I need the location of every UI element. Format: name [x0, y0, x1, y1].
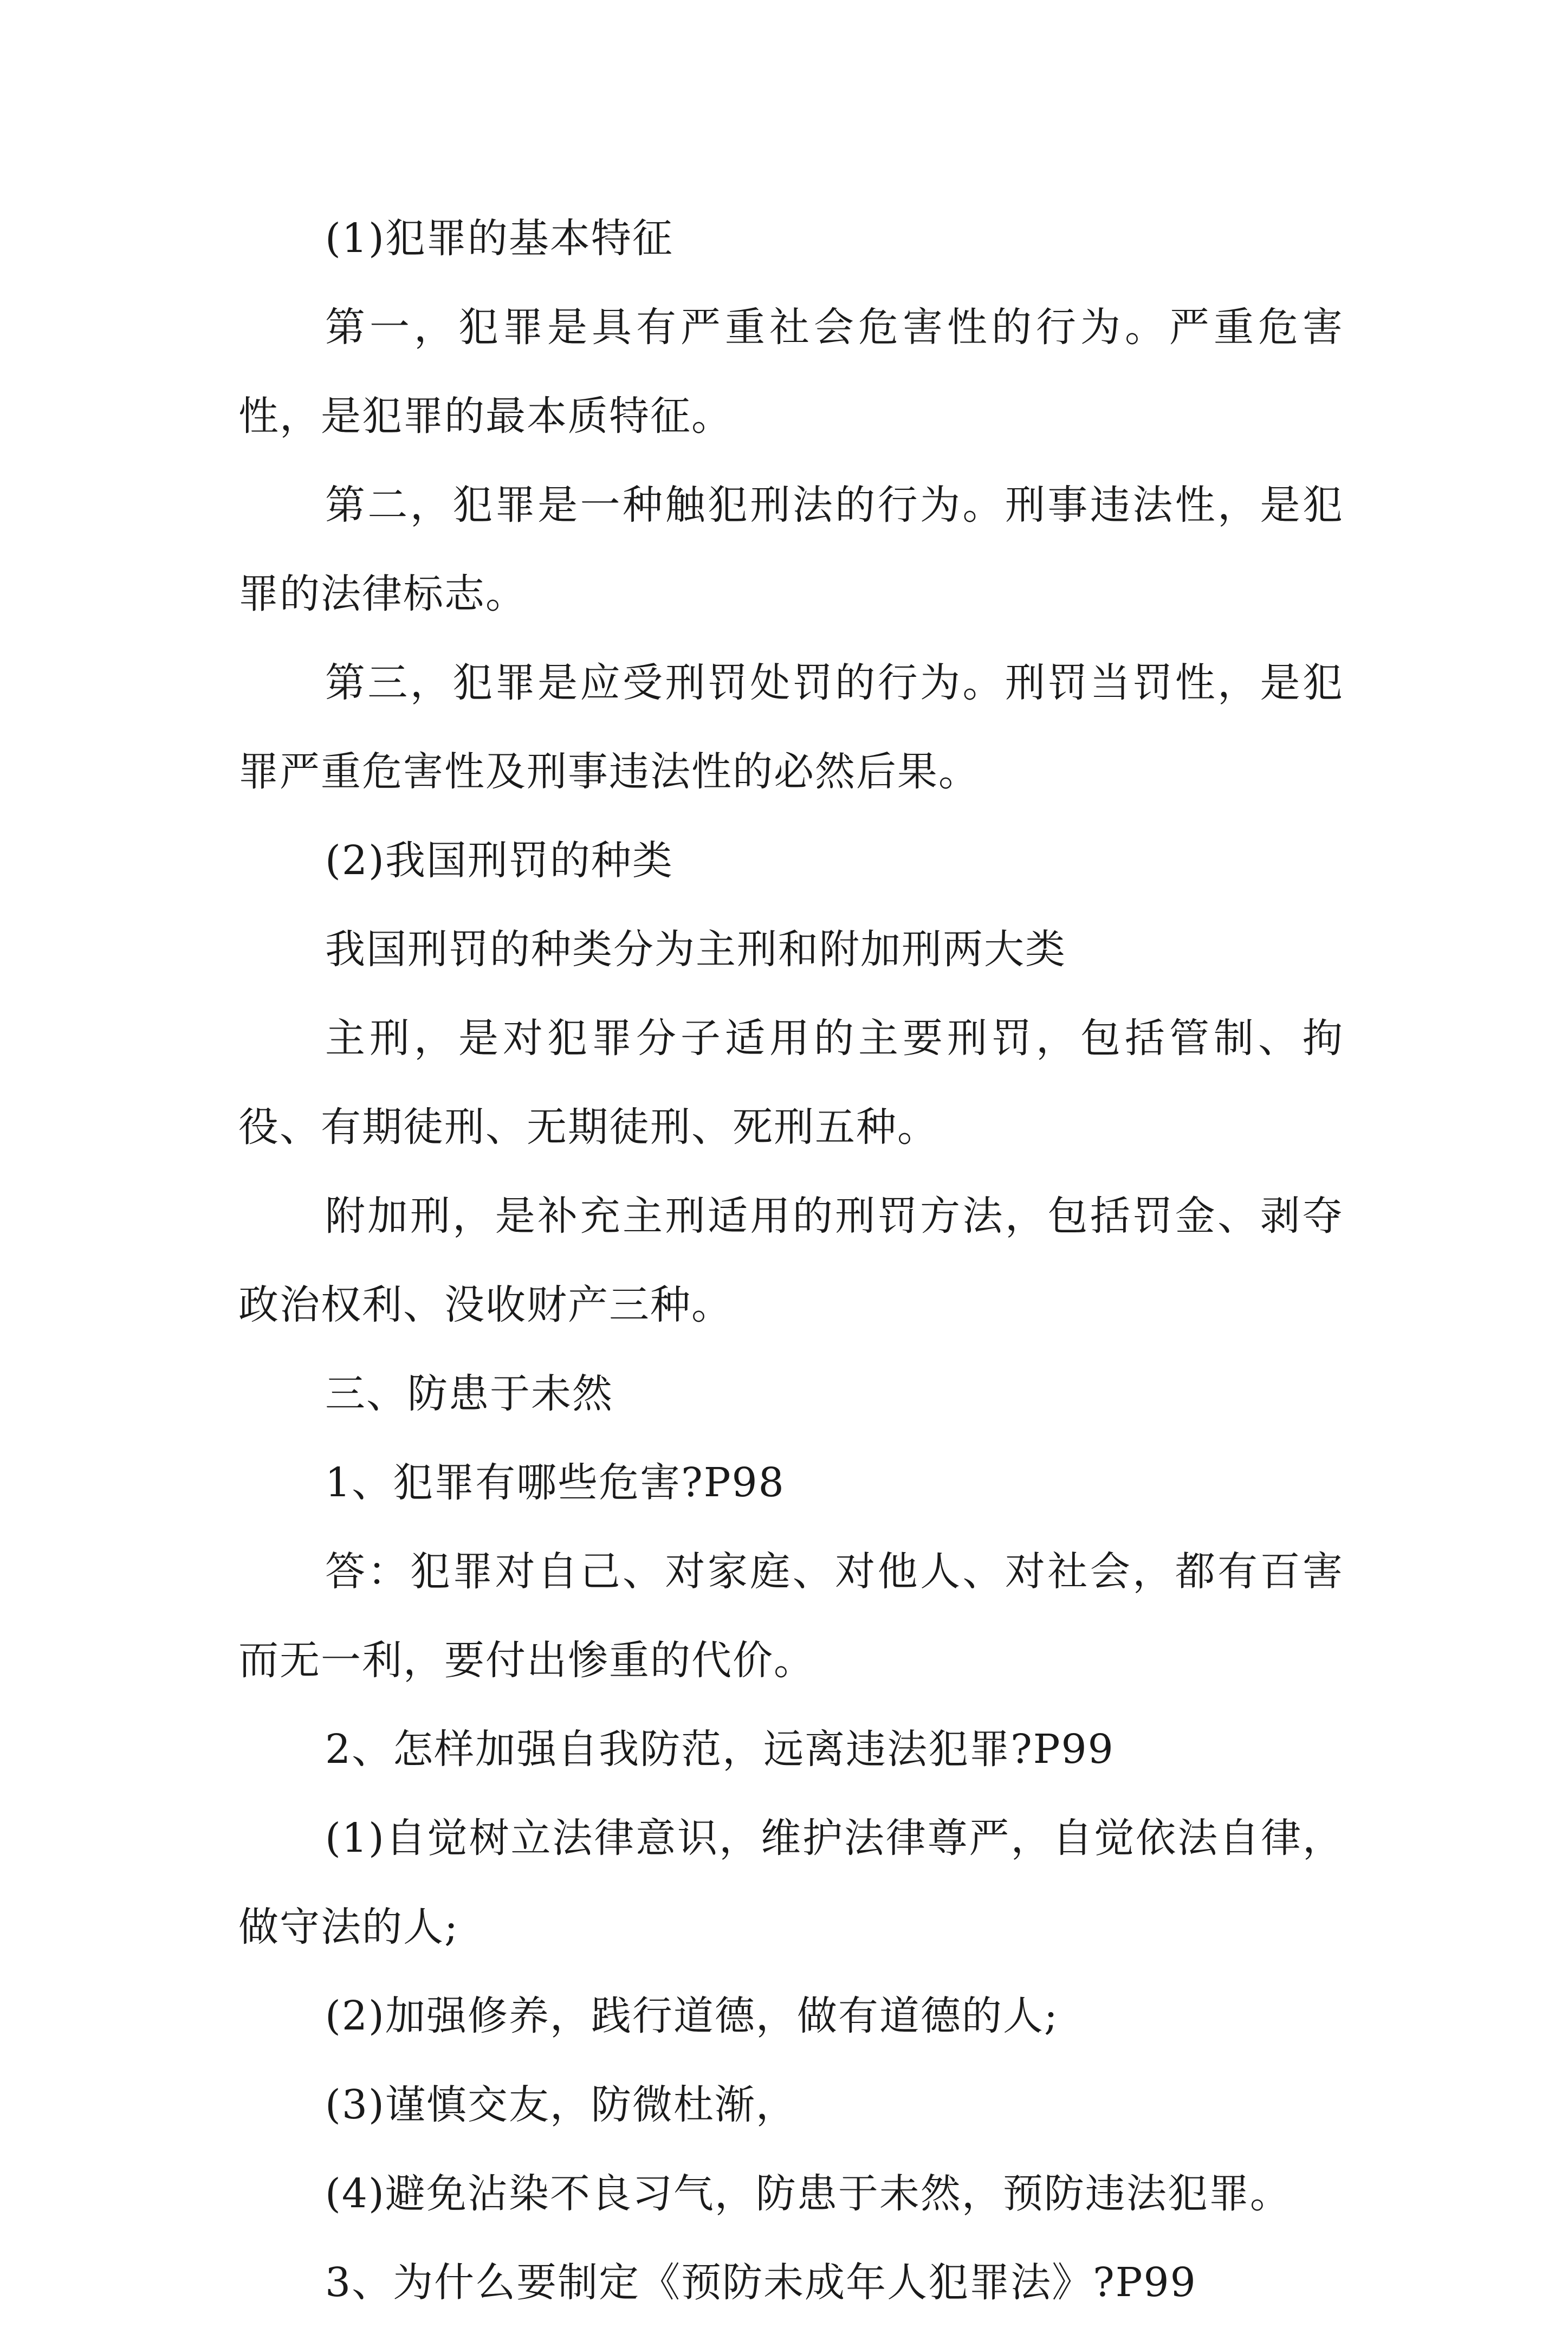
question-3: 3、为什么要制定《预防未成年人犯罪法》?P99 — [325, 2259, 1197, 2306]
answer-2-item-2: (2)加强修养，践行道德，做有道德的人; — [325, 1993, 1059, 2039]
question-2: 2、怎样加强自我防范，远离违法犯罪?P99 — [325, 1726, 1115, 1773]
section-heading-prevention: 三、防患于未然 — [325, 1371, 613, 1417]
heading-penalty-types: (2)我国刑罚的种类 — [325, 837, 673, 884]
paragraph-second-feature: 第二，犯罪是一种触犯刑法的行为。刑事违法性，是犯罪的法律标志。 — [238, 482, 1344, 617]
answer-2-item-3: (3)谨慎交友，防微杜渐， — [325, 2082, 797, 2128]
paragraph-penalty-categories: 我国刑罚的种类分为主刑和附加刑两大类 — [325, 926, 1066, 973]
answer-2-item-1: (1)自觉树立法律意识，维护法律尊严，自觉依法自律，做守法的人; — [238, 1815, 1344, 1950]
paragraph-supplementary-penalty: 附加刑，是补充主刑适用的刑罚方法，包括罚金、剥夺政治权利、没收财产三种。 — [238, 1193, 1344, 1328]
paragraph-first-feature: 第一，犯罪是具有严重社会危害性的行为。严重危害性，是犯罪的最本质特征。 — [238, 304, 1344, 439]
paragraph-principal-penalty: 主刑，是对犯罪分子适用的主要刑罚，包括管制、拘役、有期徒刑、无期徒刑、死刑五种。 — [238, 1015, 1344, 1150]
heading-crime-features: (1)犯罪的基本特征 — [325, 215, 673, 262]
paragraph-third-feature: 第三，犯罪是应受刑罚处罚的行为。刑罚当罚性，是犯罪严重危害性及刑事违法性的必然后果。 — [238, 660, 1344, 795]
document-body — [238, 194, 1344, 2327]
answer-1: 答：犯罪对自己、对家庭、对他人、对社会，都有百害而无一利，要付出惨重的代价。 — [238, 1548, 1344, 1684]
answer-2-item-4: (4)避免沾染不良习气，防患于未然，预防违法犯罪。 — [325, 2170, 1291, 2217]
question-1: 1、犯罪有哪些危害?P98 — [325, 1459, 785, 1506]
